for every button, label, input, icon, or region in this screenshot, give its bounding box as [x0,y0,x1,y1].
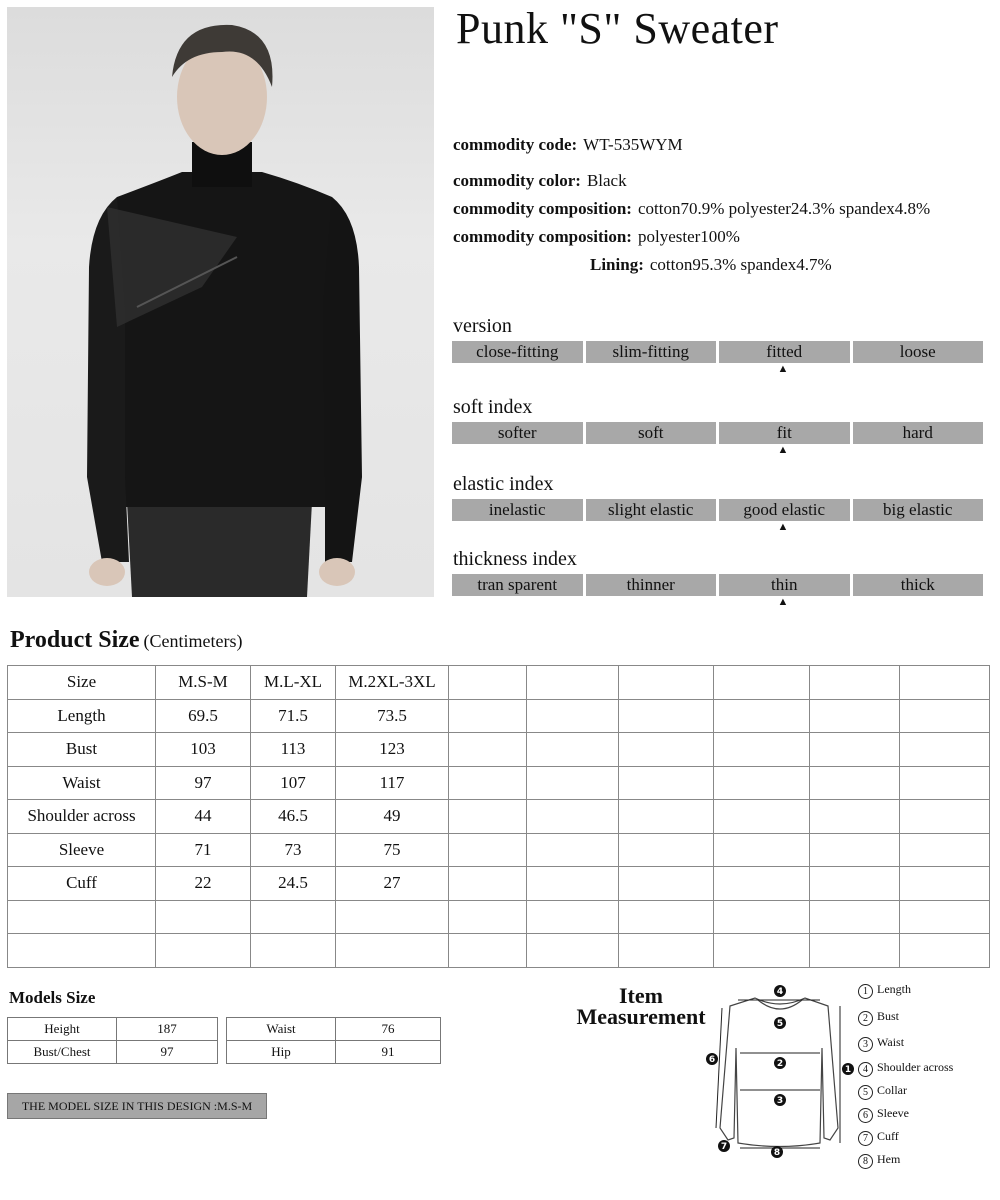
table-cell: 71 [156,833,251,867]
table-cell [449,800,527,834]
legend-item [858,1035,904,1052]
table-cell [449,934,527,968]
table-cell [527,666,619,700]
table-cell: M.L-XL [251,666,336,700]
table-cell [527,800,619,834]
table-row [227,1041,441,1064]
table-cell [900,800,990,834]
table-cell: 103 [156,733,251,767]
table-row [8,900,990,934]
soft-index-bar [452,422,983,444]
spec-lining-value: cotton95.3% spandex4.7% [649,255,832,274]
legend-item [858,1129,899,1146]
legend-number: 2 [858,1011,873,1026]
table-cell [527,900,619,934]
table-cell: 24.5 [251,867,336,901]
table-cell [810,867,900,901]
table-cell: Cuff [8,867,156,901]
table-cell [251,900,336,934]
version-option: loose [853,341,984,363]
product-size-unit: (Centimeters) [143,631,243,651]
table-cell: 71.5 [251,699,336,733]
soft-index-marker: ▲ [777,444,789,456]
table-cell [619,867,714,901]
table-cell [810,733,900,767]
table-cell [156,900,251,934]
table-cell [619,934,714,968]
table-cell [449,900,527,934]
table-cell [527,867,619,901]
table-cell: 27 [336,867,449,901]
table-cell [336,900,449,934]
product-size-heading: Product Size [10,627,140,653]
legend-item [858,1106,909,1123]
spec-code [453,135,683,155]
table-cell [8,900,156,934]
elastic-index-bar [452,499,983,521]
soft-index-option: fit [719,422,850,444]
table-cell [810,934,900,968]
table-cell: Sleeve [8,833,156,867]
table-cell [619,666,714,700]
table-cell [714,867,810,901]
table-cell [810,900,900,934]
table-cell [810,766,900,800]
table-cell [619,900,714,934]
table-cell: 69.5 [156,699,251,733]
spec-color-label: commodity color: [453,171,581,190]
table-cell [449,833,527,867]
product-title: Punk "S" Sweater [456,4,779,53]
table-cell: 22 [156,867,251,901]
thickness-index-marker: ▲ [777,596,789,608]
elastic-index-marker: ▲ [777,521,789,533]
table-cell [900,733,990,767]
table-cell [449,733,527,767]
table-cell [714,733,810,767]
svg-text:8: 8 [773,1148,781,1158]
table-cell [527,934,619,968]
thickness-index-bar [452,574,983,596]
table-row [8,733,990,767]
table-row [8,1018,218,1041]
spec-lining [590,255,832,275]
legend-label: Length [877,982,911,996]
table-cell: 117 [336,766,449,800]
table-cell [449,699,527,733]
legend-item [858,1152,900,1169]
thickness-index-option: thin [719,574,850,596]
table-cell: Waist [227,1018,336,1041]
table-cell: 91 [336,1041,441,1064]
spec-lining-label: Lining: [590,255,644,274]
legend-number: 5 [858,1085,873,1100]
model-size-note: THE MODEL SIZE IN THIS DESIGN :M.S-M [7,1093,267,1119]
svg-text:4: 4 [776,987,784,997]
table-cell [619,766,714,800]
table-cell [810,833,900,867]
table-row [8,699,990,733]
table-cell [527,733,619,767]
table-cell [527,699,619,733]
thickness-index-title: thickness index [453,548,577,570]
table-cell: M.2XL-3XL [336,666,449,700]
legend-item [858,982,911,999]
table-cell [810,699,900,733]
version-marker: ▲ [777,363,789,375]
table-cell [527,833,619,867]
legend-item [858,1009,899,1026]
models-table-left [7,1017,218,1064]
table-row [8,934,990,968]
table-cell: 97 [117,1041,218,1064]
table-cell [619,800,714,834]
table-cell [900,766,990,800]
size-table [7,665,990,968]
table-row [8,1041,218,1064]
table-cell [900,699,990,733]
table-row [8,766,990,800]
table-cell: Shoulder across [8,800,156,834]
table-cell: 44 [156,800,251,834]
legend-item [858,1060,953,1077]
table-cell: Height [8,1018,117,1041]
table-cell [714,900,810,934]
table-cell: Bust/Chest [8,1041,117,1064]
models-size-title: Models Size [9,988,96,1007]
spec-code-label: commodity code: [453,135,578,154]
table-cell [714,766,810,800]
version-option: fitted [719,341,850,363]
spec-composition-1-label: commodity composition: [453,199,632,218]
svg-text:3: 3 [776,1096,784,1106]
version-title: version [453,315,512,337]
spec-composition-1-value: cotton70.9% polyester24.3% spandex4.8% [637,199,931,218]
table-cell: 107 [251,766,336,800]
svg-text:7: 7 [720,1142,728,1152]
table-cell [714,699,810,733]
table-cell [810,800,900,834]
item-measurement-title-line1: Item [619,983,663,1008]
legend-number: 7 [858,1131,873,1146]
spec-composition-1 [453,199,930,219]
table-cell [449,666,527,700]
table-cell [449,766,527,800]
spec-composition-2-label: commodity composition: [453,227,632,246]
table-cell [714,666,810,700]
legend-label: Hem [877,1152,901,1166]
table-cell: Size [8,666,156,700]
table-row [8,867,990,901]
legend-number: 3 [858,1037,873,1052]
spec-composition-2-value: polyester100% [637,227,740,246]
legend-number: 1 [858,984,873,999]
svg-text:6: 6 [708,1055,716,1065]
legend-number: 4 [858,1062,873,1077]
elastic-index-option: slight elastic [586,499,717,521]
soft-index-title: soft index [453,396,533,418]
svg-text:1: 1 [844,1065,852,1075]
table-cell: 187 [117,1018,218,1041]
table-cell: 113 [251,733,336,767]
soft-index-option: softer [452,422,583,444]
table-cell [714,800,810,834]
spec-color [453,171,627,191]
table-cell: M.S-M [156,666,251,700]
table-cell [714,833,810,867]
table-cell [714,934,810,968]
table-cell [900,900,990,934]
table-cell [619,699,714,733]
legend-number: 6 [858,1108,873,1123]
table-cell: Length [8,699,156,733]
soft-index-option: soft [586,422,717,444]
elastic-index-title: elastic index [453,473,554,495]
table-cell [527,766,619,800]
table-cell: 123 [336,733,449,767]
version-bar [452,341,983,363]
table-cell [251,934,336,968]
legend-label: Bust [877,1009,900,1023]
legend-label: Sleeve [877,1106,909,1120]
table-cell [156,934,251,968]
table-cell: 97 [156,766,251,800]
item-measurement-title-line2: Measurement [576,1004,706,1029]
elastic-index-option: inelastic [452,499,583,521]
item-measurement-title [562,985,720,1027]
table-cell [619,733,714,767]
thickness-index-option: tran sparent [452,574,583,596]
table-cell [900,833,990,867]
table-cell: Bust [8,733,156,767]
legend-label: Waist [877,1035,905,1049]
table-cell [619,833,714,867]
svg-text:2: 2 [776,1059,784,1069]
models-table-right [226,1017,441,1064]
elastic-index-option: good elastic [719,499,850,521]
table-cell [8,934,156,968]
table-cell: 49 [336,800,449,834]
legend-label: Cuff [877,1129,899,1143]
spec-color-value: Black [586,171,627,190]
legend-label: Collar [877,1083,907,1097]
spec-composition-2 [453,227,740,247]
table-cell [900,867,990,901]
table-row [8,833,990,867]
table-cell: 76 [336,1018,441,1041]
table-cell [900,666,990,700]
table-cell [810,666,900,700]
legend-label: Shoulder across [877,1060,954,1074]
version-option: close-fitting [452,341,583,363]
legend-item [858,1083,907,1100]
table-row [227,1018,441,1041]
product-size-title [10,627,243,654]
table-cell [336,934,449,968]
legend-number: 8 [858,1154,873,1169]
table-cell: Waist [8,766,156,800]
svg-text:5: 5 [776,1019,784,1029]
thickness-index-option: thinner [586,574,717,596]
table-cell: 73 [251,833,336,867]
table-cell: 46.5 [251,800,336,834]
table-cell [449,867,527,901]
table-cell: 75 [336,833,449,867]
table-row [8,800,990,834]
product-photo [7,7,434,597]
table-row [8,666,990,700]
table-cell: Hip [227,1041,336,1064]
thickness-index-option: thick [853,574,984,596]
table-cell [900,934,990,968]
spec-code-value: WT-535WYM [583,135,683,154]
soft-index-option: hard [853,422,984,444]
elastic-index-option: big elastic [853,499,984,521]
table-cell: 73.5 [336,699,449,733]
version-option: slim-fitting [586,341,717,363]
measurement-diagram [700,978,850,1163]
